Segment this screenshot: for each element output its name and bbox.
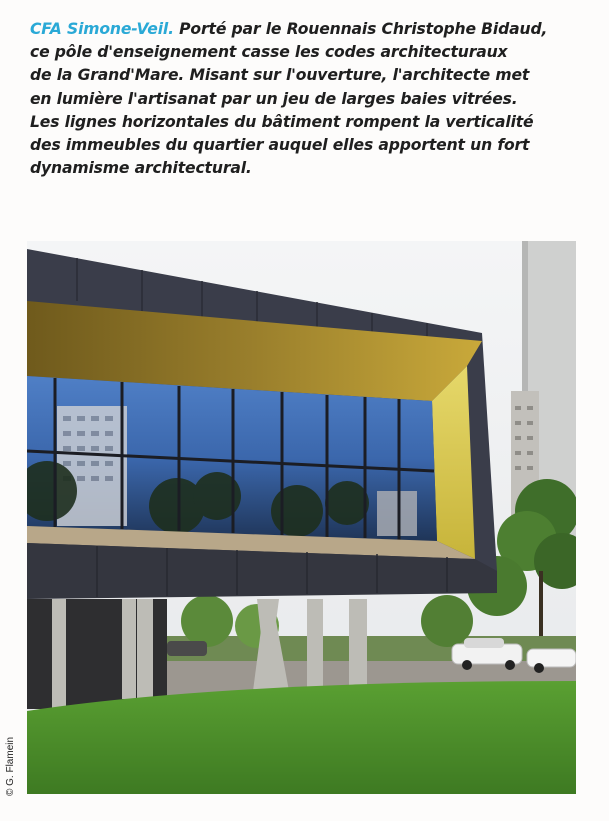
caption-line-1 xyxy=(30,18,590,41)
building-photo xyxy=(27,241,576,794)
caption-lead: CFA Simone-Veil. xyxy=(30,20,174,38)
photo-credit: © G. Flamein xyxy=(5,736,16,796)
photo-caption xyxy=(30,18,590,180)
caption-line-4: en lumière l'artisanat par un jeu de larges baies vitrées. xyxy=(30,89,518,108)
caption-line-7: dynamisme architectural. xyxy=(30,159,252,178)
caption-text: Porté par le Rouennais Christophe Bidaud, xyxy=(173,20,548,38)
caption-line-3: de la Grand'Mare. Misant sur l'ouverture, l'architecte met xyxy=(30,66,530,85)
caption-line-5: Les lignes horizontales du bâtiment rompent la verticalité xyxy=(30,112,534,131)
caption-line-2: ce pôle d'enseignement casse les codes architecturaux xyxy=(30,43,508,62)
building-illustration xyxy=(27,241,576,794)
caption-line-6: des immeubles du quartier auquel elles apportent un fort xyxy=(30,136,530,155)
